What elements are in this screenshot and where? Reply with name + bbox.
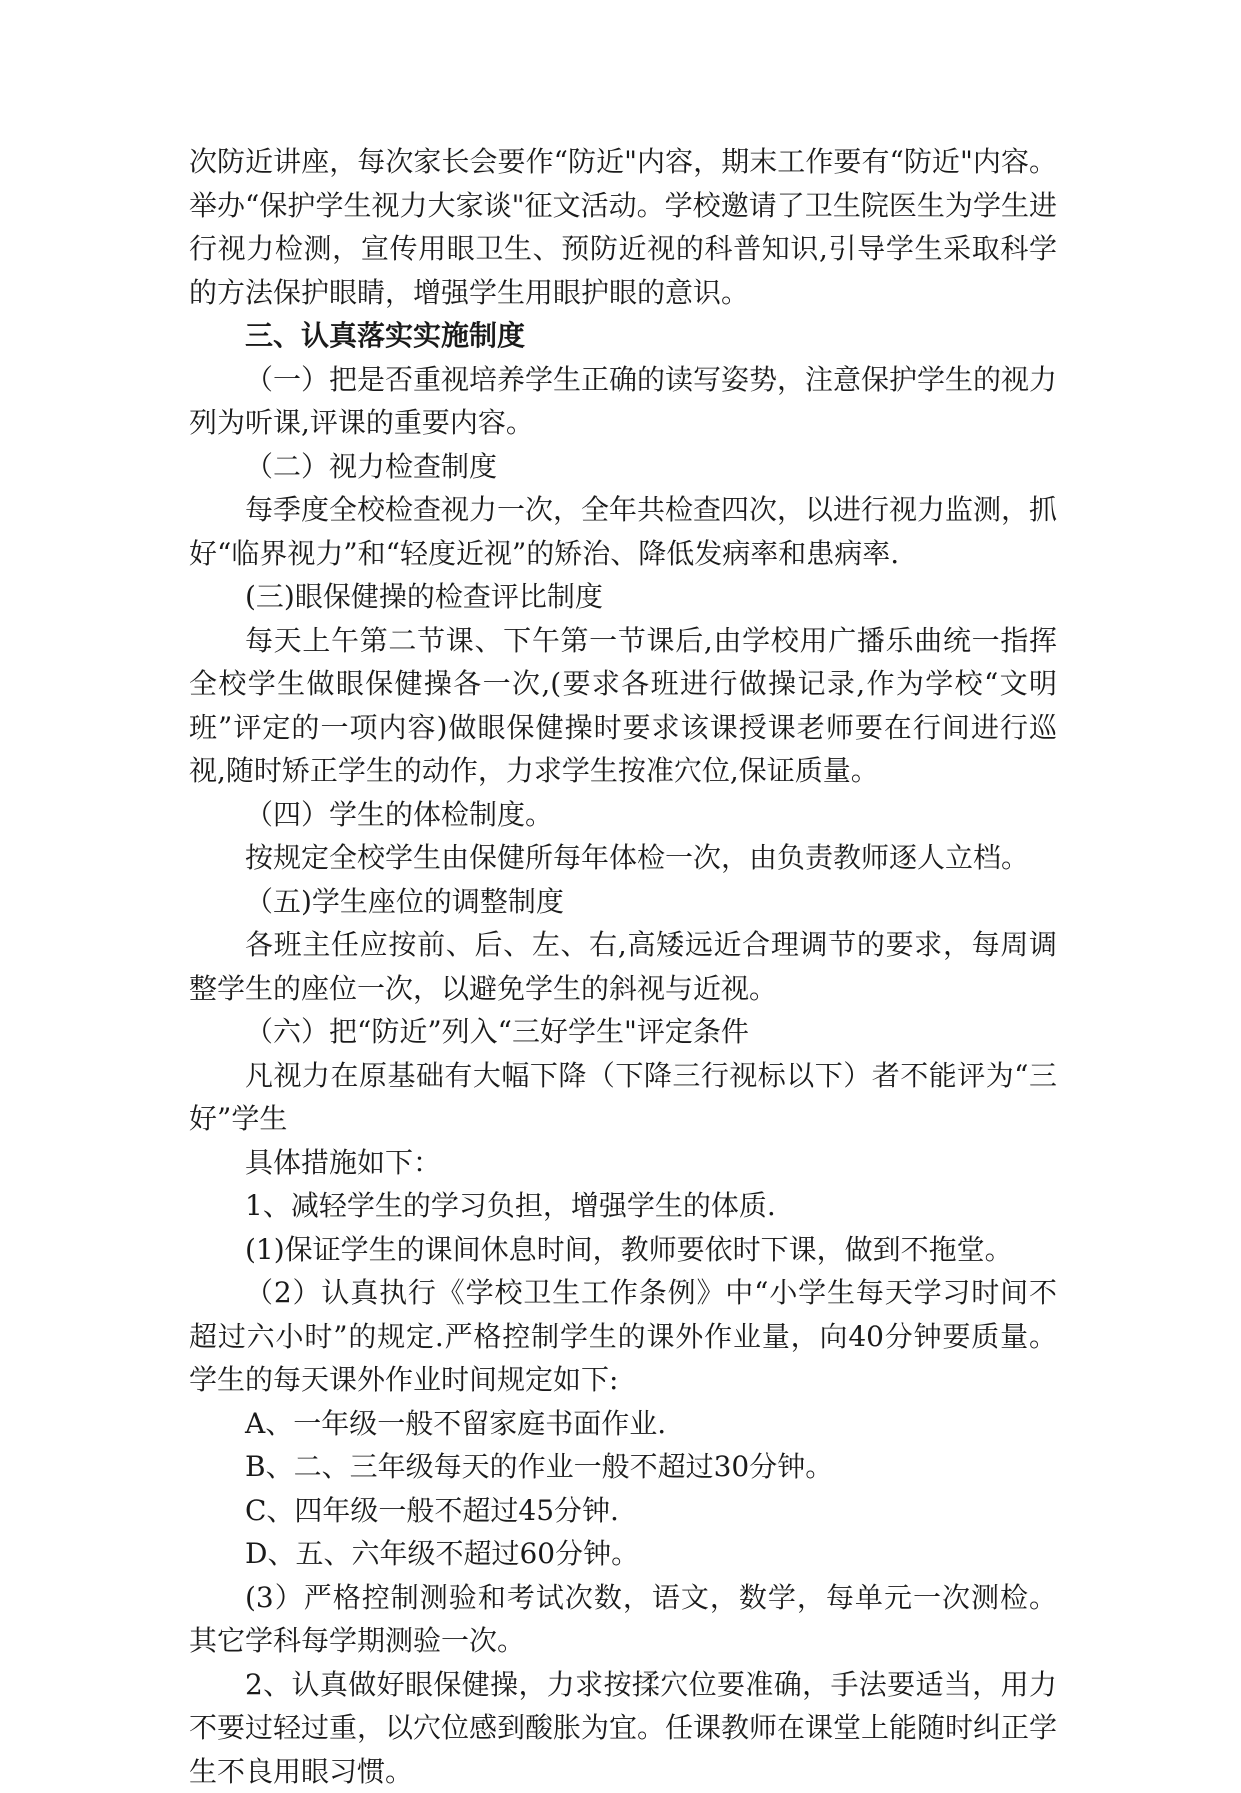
paragraph-intro-continued: 次防近讲座，每次家长会要作“防近"内容，期末工作要有“防近"内容。举办“保护学生视力大家谈"征文活动。学校邀请了卫生院医生为学生进行视力检测，宣传用眼卫生、预防近视的科普知识,引导学生采取科学的方法保护眼睛，增强学生用眼护眼的意识。: [189, 140, 1057, 314]
paragraph-measure-1: 1、减轻学生的学习负担，增强学生的体质.: [189, 1184, 1057, 1228]
paragraph-measure-2: 2、认真做好眼保健操，力求按揉穴位要准确，手法要适当，用力不要过轻过重，以穴位感到酸胀为宜。任课教师在课堂上能随时纠正学生不良用眼习惯。: [189, 1663, 1057, 1793]
paragraph-measures-intro: 具体措施如下：: [189, 1141, 1057, 1185]
paragraph-three-good: 凡视力在原基础有大幅下降（下降三行视标以下）者不能评为“三好”学生: [189, 1054, 1057, 1141]
paragraph-measure-1-2: （2）认真执行《学校卫生工作条例》中“小学生每天学习时间不超过六小时”的规定.严格控制学生的课外作业量，向40分钟要质量。学生的每天课外作业时间规定如下:: [189, 1271, 1057, 1402]
paragraph-grade-c: C、四年级一般不超过45分钟.: [189, 1489, 1057, 1533]
subheading-seat-adjust: （五)学生座位的调整制度: [189, 880, 1057, 924]
paragraph-grade-d: D、五、六年级不超过60分钟。: [189, 1532, 1057, 1576]
paragraph-vision-check: 每季度全校检查视力一次，全年共检查四次，以进行视力监测，抓好“临界视力”和“轻度近视”的矫治、降低发病率和患病率.: [189, 488, 1057, 575]
section-heading: 三、认真落实实施制度: [189, 314, 1057, 358]
paragraph-seat-adjust: 各班主任应按前、后、左、右,高矮远近合理调节的要求，每周调整学生的座位一次，以避免学生的斜视与近视。: [189, 923, 1057, 1010]
document-body: [189, 140, 1057, 1793]
subheading-three-good: （六）把“防近”列入“三好学生"评定条件: [189, 1010, 1057, 1054]
paragraph-eye-exercise: 每天上午第二节课、下午第一节课后,由学校用广播乐曲统一指挥全校学生做眼保健操各一次,(要求各班进行做操记录,作为学校“文明班”评定的一项内容)做眼保健操时要求该课授课老师要在行间进行巡视,随时矫正学生的动作，力求学生按准穴位,保证质量。: [189, 619, 1057, 793]
paragraph-grade-a: A、一年级一般不留家庭书面作业.: [189, 1402, 1057, 1446]
paragraph-measure-1-1: (1)保证学生的课间休息时间，教师要依时下课，做到不拖堂。: [189, 1228, 1057, 1272]
subheading-vision-check: （二）视力检查制度: [189, 445, 1057, 489]
subheading-physical-exam: （四）学生的体检制度。: [189, 793, 1057, 837]
paragraph-measure-1-3: (3）严格控制测验和考试次数，语文，数学，每单元一次测检。其它学科每学期测验一次。: [189, 1576, 1057, 1663]
paragraph-item-1: （一）把是否重视培养学生正确的读写姿势，注意保护学生的视力列为听课,评课的重要内容。: [189, 358, 1057, 445]
subheading-eye-exercise: (三)眼保健操的检查评比制度: [189, 575, 1057, 619]
paragraph-physical-exam: 按规定全校学生由保健所每年体检一次，由负责教师逐人立档。: [189, 836, 1057, 880]
paragraph-grade-b: B、二、三年级每天的作业一般不超过30分钟。: [189, 1445, 1057, 1489]
